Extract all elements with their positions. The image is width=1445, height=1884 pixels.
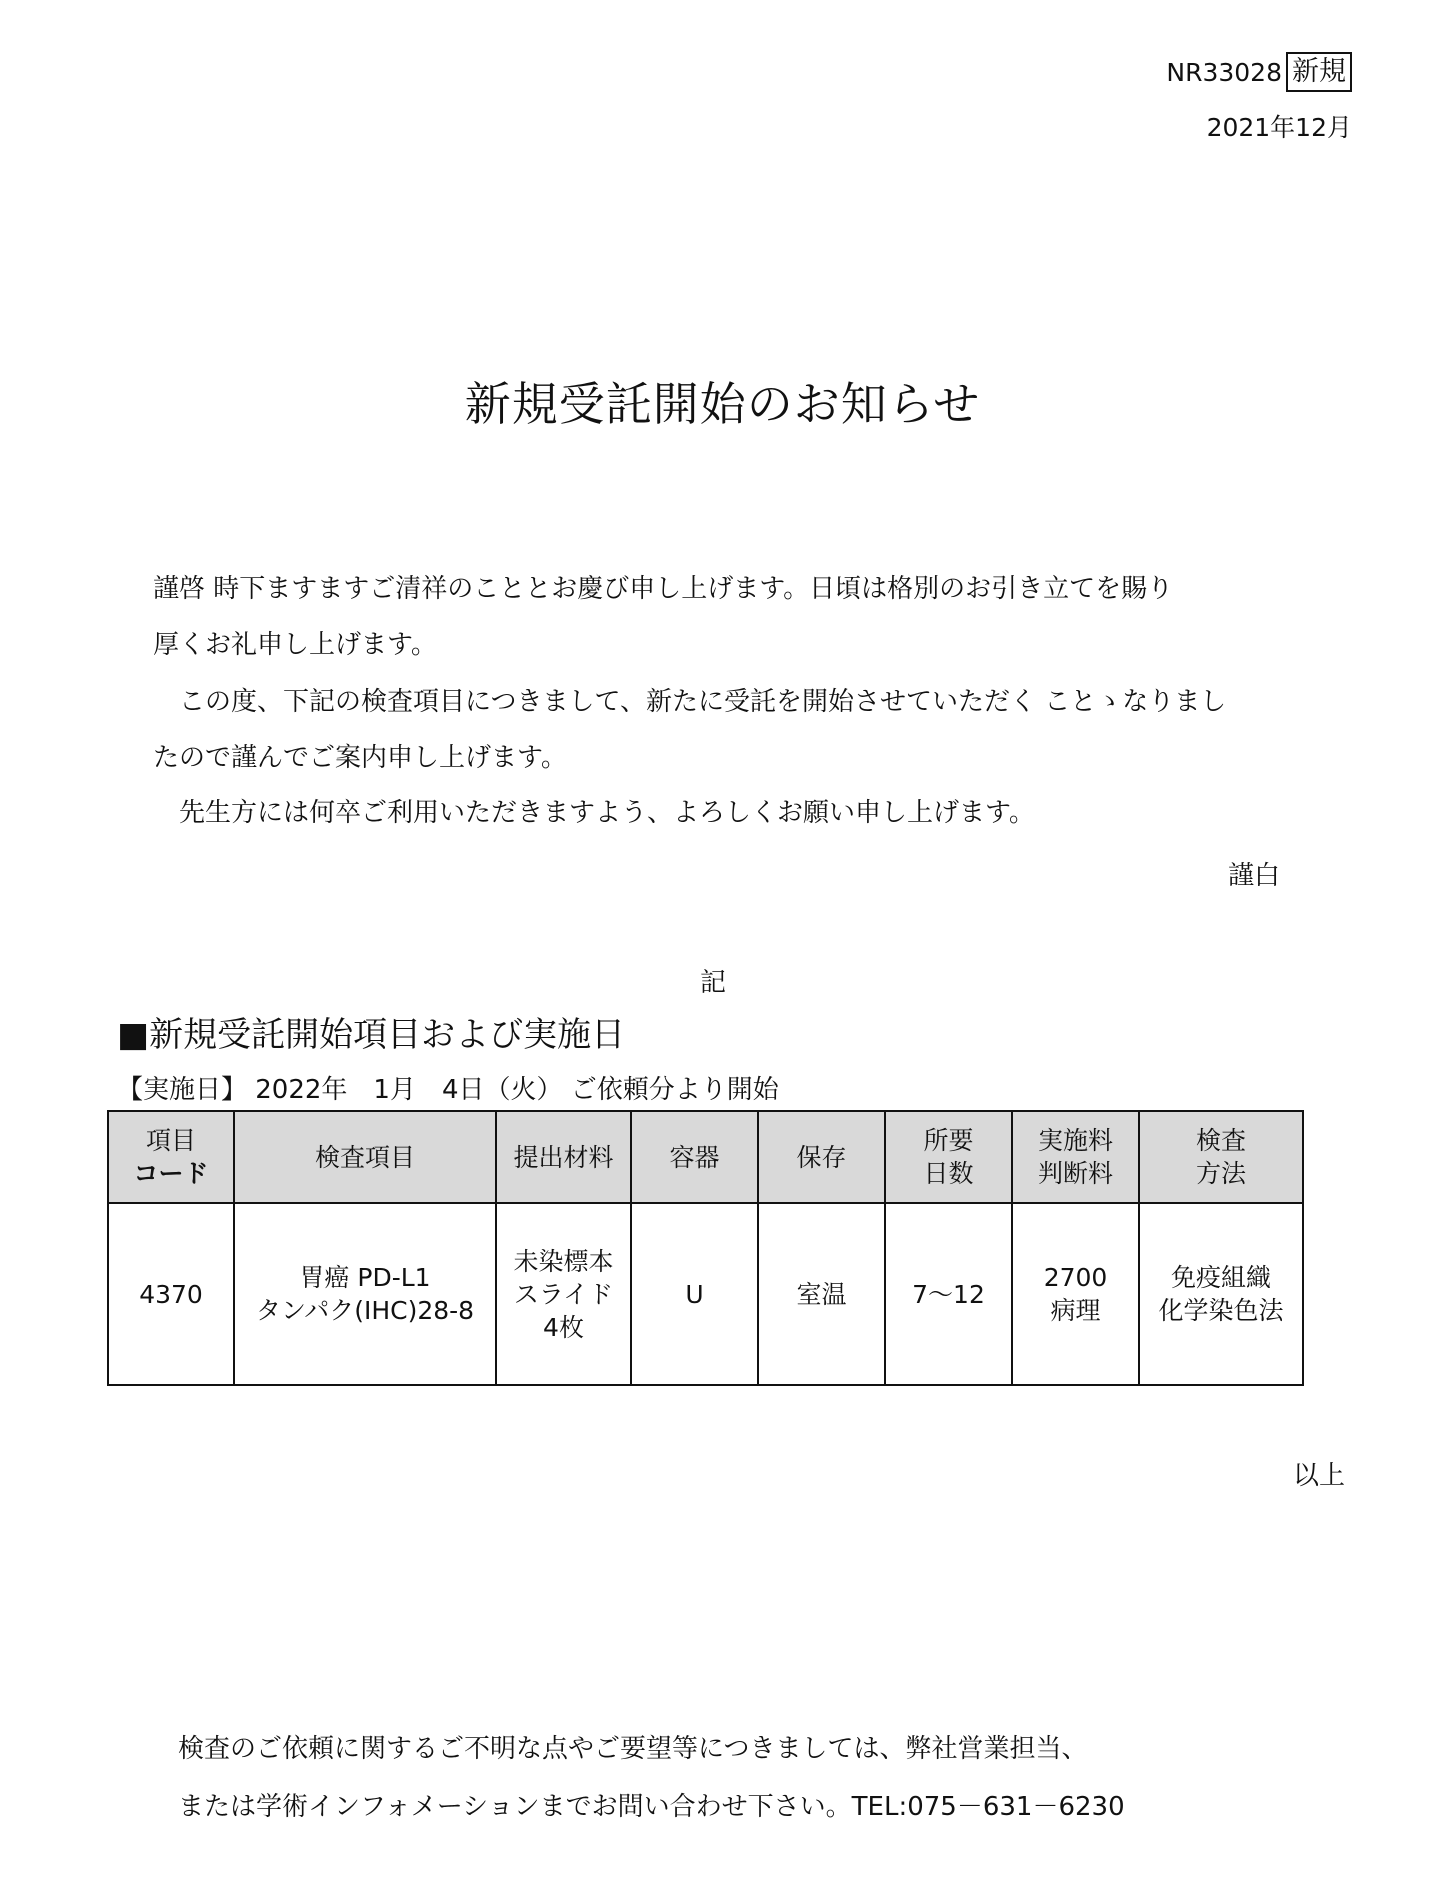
footer-line-1: 検査のご依頼に関するご不明な点やご要望等につきましては、弊社営業担当、	[178, 1734, 1088, 1764]
cell-fee-line-2: 病理	[1050, 1296, 1101, 1325]
cell-code: 4370	[108, 1203, 234, 1385]
implementation-date: 【実施日】 2022年 1月 4日（火） ご依頼分より開始	[117, 1075, 779, 1105]
header-test-item: 検査項目	[234, 1111, 496, 1203]
body-line-5: 先生方には何卒ご利用いただきますよう、よろしくお願い申し上げます。	[153, 798, 1035, 828]
closing-word: 謹白	[1227, 861, 1280, 891]
cell-storage: 室温	[758, 1203, 885, 1385]
cell-fee-line-1: 2700	[1043, 1263, 1108, 1292]
page-title: 新規受託開始のお知らせ	[464, 377, 981, 431]
document-number-text: NR33028	[1166, 57, 1282, 87]
header-method-line-2: 方法	[1195, 1159, 1246, 1188]
header-fee-line-2: 判断料	[1037, 1159, 1113, 1188]
header-code-line-1: 項目	[145, 1126, 196, 1155]
cell-container: U	[631, 1203, 758, 1385]
cell-item-line-1: 胃癌 PD-L1	[299, 1263, 431, 1292]
end-mark: 以上	[1292, 1461, 1345, 1491]
ki-mark: 記	[700, 968, 727, 998]
header-storage: 保存	[758, 1111, 885, 1203]
cell-material-line-3: 4枚	[543, 1312, 584, 1342]
cell-fee	[1012, 1203, 1139, 1385]
body-line-1: 謹啓 時下ますますご清祥のこととお慶び申し上げます。日頃は格別のお引き立てを賜り	[153, 574, 1174, 604]
cell-days: 7～12	[885, 1203, 1012, 1385]
header-item-code	[108, 1111, 234, 1203]
cell-material-line-1: 未染標本	[513, 1246, 614, 1276]
header-days-line-2: 日数	[923, 1159, 974, 1188]
cell-method-line-2: 化学染色法	[1158, 1296, 1284, 1325]
body-line-3: この度、下記の検査項目につきまして、新たに受託を開始させていただく ことゝなりまし	[153, 687, 1227, 717]
cell-item	[234, 1203, 496, 1385]
header-method-line-1: 検査	[1195, 1126, 1246, 1155]
cell-material	[496, 1203, 631, 1385]
table-row	[108, 1203, 1303, 1385]
new-badge: 新規	[1286, 52, 1352, 92]
header-fee	[1012, 1111, 1139, 1203]
table-header-row	[108, 1111, 1303, 1203]
header-code-line-2: コード	[133, 1159, 209, 1188]
items-table	[107, 1110, 1304, 1386]
header-material: 提出材料	[496, 1111, 631, 1203]
cell-method	[1139, 1203, 1303, 1385]
cell-item-line-2: タンパク(IHC)28-8	[255, 1296, 475, 1325]
header-method	[1139, 1111, 1303, 1203]
header-days-line-1: 所要	[923, 1126, 974, 1155]
document-number	[1166, 52, 1352, 92]
cell-material-line-2: スライド	[513, 1279, 614, 1309]
header-days	[885, 1111, 1012, 1203]
footer-line-2: または学術インフォメーションまでお問い合わせ下さい。TEL:075－631－6230	[178, 1792, 1125, 1822]
section-heading: ■新規受託開始項目および実施日	[117, 1015, 626, 1055]
body-line-4: たので謹んでご案内申し上げます。	[153, 743, 567, 773]
body-line-2: 厚くお礼申し上げます。	[153, 630, 437, 660]
header-container: 容器	[631, 1111, 758, 1203]
cell-method-line-1: 免疫組織	[1170, 1263, 1271, 1292]
header-fee-line-1: 実施料	[1037, 1126, 1113, 1155]
issue-date: 2021年12月	[1206, 113, 1352, 142]
